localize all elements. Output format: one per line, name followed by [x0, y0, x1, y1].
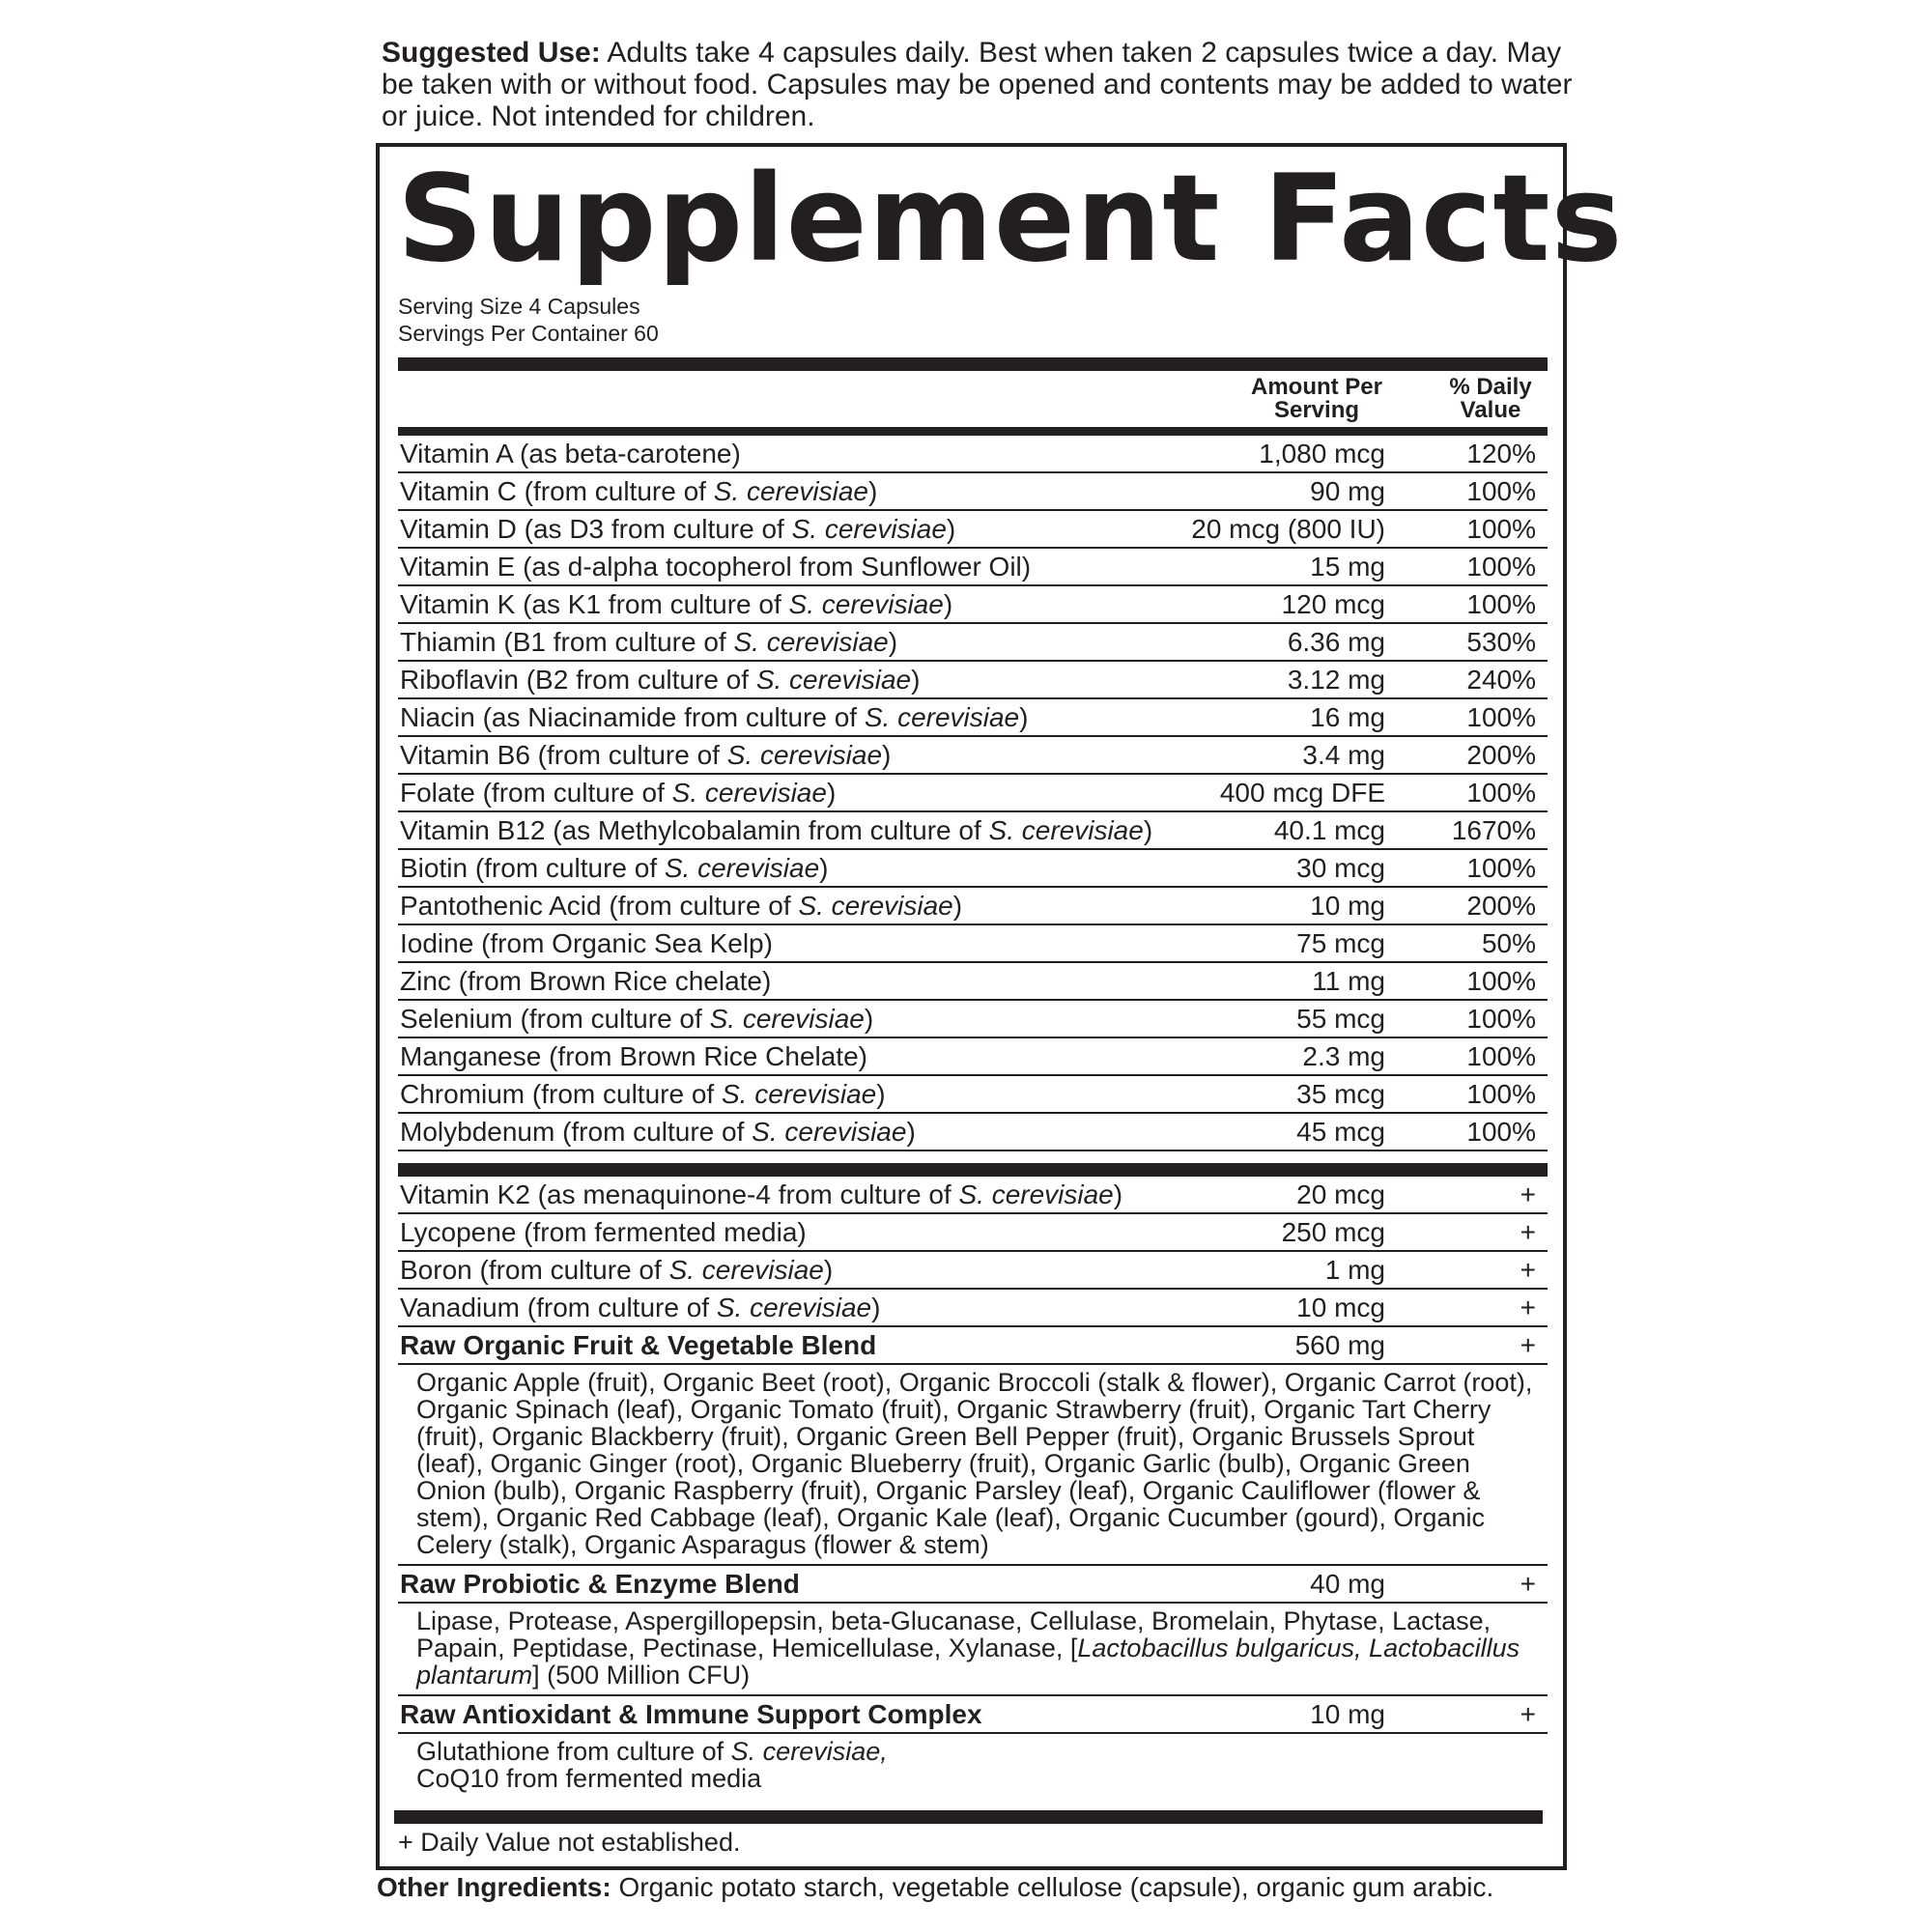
ingredient-text: Glutathione from culture of [416, 1737, 731, 1766]
nutrient-source-organism: S. cerevisiae [791, 514, 947, 544]
nutrient-source-organism: S. cerevisiae [733, 627, 889, 657]
nutrient-name-text: Pantothenic Acid (from culture of [400, 891, 799, 921]
nutrient-row [398, 1252, 1548, 1290]
supplement-facts-panel [376, 143, 1624, 1870]
nutrient-amount: 11 mg [1312, 966, 1385, 996]
nutrient-source-organism: S. cerevisiae [721, 1079, 877, 1109]
nutrient-name-text: Vitamin E (as d-alpha tocopherol from Sunflower Oil) [400, 552, 1032, 582]
nutrient-source-organism: S. cerevisiae [716, 1293, 872, 1322]
serving-info [398, 293, 659, 347]
nutrient-name [400, 440, 741, 469]
nutrient-row [398, 473, 1548, 511]
nutrient-daily-value: 100% [1466, 1041, 1536, 1071]
nutrient-row [398, 699, 1548, 737]
nutrient-row [398, 812, 1548, 850]
nutrient-name [400, 1180, 1122, 1209]
nutrient-name-text: Thiamin (B1 from culture of [400, 627, 734, 657]
nutrient-amount: 15 mg [1310, 552, 1385, 582]
nutrient-row [398, 662, 1548, 699]
nutrient-name [400, 1118, 916, 1147]
other-nutrient-table [398, 1177, 1548, 1798]
nutrient-daily-value: 1670% [1451, 815, 1536, 845]
header-daily-value: % Daily Value [1449, 374, 1532, 423]
nutrient-row [398, 1290, 1548, 1327]
nutrient-name-text: Molybdenum (from culture of [400, 1117, 753, 1147]
blend-ingredients [398, 1365, 1548, 1566]
nutrient-amount: 90 mg [1310, 476, 1385, 506]
nutrient-name: Raw Organic Fruit & Vegetable Blend [400, 1330, 877, 1360]
nutrient-row [398, 737, 1548, 775]
nutrient-amount: 1,080 mcg [1259, 439, 1385, 469]
nutrient-daily-value: + [1520, 1293, 1536, 1322]
thick-divider-top [398, 357, 1548, 371]
ingredient-organism: Lactobacillus bulgaricus, Lactobacillus plantarum [416, 1634, 1520, 1690]
nutrient-amount: 560 mg [1294, 1330, 1385, 1360]
nutrient-row [398, 775, 1548, 812]
nutrient-name [400, 1293, 880, 1322]
nutrient-amount: 6.36 mg [1287, 627, 1385, 657]
header-amount: Amount Per Serving [1250, 374, 1382, 423]
nutrient-source-organism: S. cerevisiae [864, 702, 1020, 732]
nutrient-daily-value: + [1520, 1217, 1536, 1247]
nutrient-amount: 3.4 mg [1302, 740, 1385, 770]
nutrient-name-suffix: ) [871, 1293, 881, 1322]
nutrient-amount: 2.3 mg [1302, 1041, 1385, 1071]
nutrient-daily-value: + [1520, 1179, 1536, 1209]
nutrient-daily-value: + [1520, 1699, 1536, 1729]
nutrient-name-suffix: ) [1143, 815, 1153, 845]
nutrient-name [400, 703, 1028, 732]
nutrient-name-text: Boron (from culture of [400, 1255, 669, 1285]
nutrient-daily-value: 100% [1466, 514, 1536, 544]
nutrient-amount: 10 mg [1310, 891, 1385, 921]
ingredient-text: Organic Apple (fruit), Organic Beet (root), Organic Broccoli (stalk & flower), Organic Carrot (root), Organic Spinach (leaf), Organic Tomato (fruit), Organic Strawberry (fruit), Organic Tart Cherry (fruit), Organic Blackberry (fruit), Organic Green Bell Pepper (fruit), Organic Brussels Sprout (leaf), Organic Ginger (root), Organic Blueberry (fruit), Organic Garlic (bulb), Organic Green Onion (bulb), Organic Raspberry (fruit), Organic Parsley (leaf), Organic Cauliflower (flower & stem), Organic Red Cabbage (leaf), Organic Kale (leaf), Organic Cucumber (gourd), Organic Celery (stalk), Organic Asparagus (flower & stem) [416, 1368, 1533, 1559]
nutrient-name [400, 1042, 867, 1071]
nutrient-row [398, 1001, 1548, 1038]
nutrient-daily-value: 100% [1466, 778, 1536, 808]
nutrient-row [398, 624, 1548, 662]
nutrient-row [398, 511, 1548, 549]
nutrient-name-text: Iodine (from Organic Sea Kelp) [400, 928, 773, 958]
nutrient-name-text: Vitamin K2 (as menaquinone-4 from culture of [400, 1179, 959, 1209]
other-ingredients-text: Organic potato starch, vegetable cellulose (capsule), organic gum arabic. [611, 1872, 1494, 1902]
nutrient-daily-value: 530% [1466, 627, 1536, 657]
nutrient-daily-value: 120% [1466, 439, 1536, 469]
nutrient-name [400, 854, 829, 883]
nutrient-name-suffix: ) [819, 853, 829, 883]
nutrient-name-text: Vitamin D (as D3 from culture of [400, 514, 792, 544]
servings-per-container: Servings Per Container 60 [398, 321, 659, 346]
suggested-use-label: Suggested Use: [382, 37, 601, 69]
nutrient-name-suffix: ) [823, 1255, 834, 1285]
nutrient-name-text: Selenium (from culture of [400, 1004, 710, 1034]
nutrient-daily-value: 100% [1466, 853, 1536, 883]
nutrient-name-suffix: ) [1019, 702, 1029, 732]
ingredient-organism: S. cerevisiae, [730, 1737, 888, 1766]
nutrient-name-text: Zinc (from Brown Rice chelate) [400, 966, 772, 996]
nutrient-name: Raw Antioxidant & Immune Support Complex [400, 1699, 982, 1729]
nutrient-amount: 40 mg [1310, 1569, 1385, 1599]
ingredient-suffix: ] (500 Million CFU) [532, 1661, 751, 1690]
nutrient-name [400, 816, 1152, 845]
nutrient-row [398, 549, 1548, 586]
blend-row [398, 1696, 1548, 1734]
nutrient-amount: 3.12 mg [1287, 665, 1385, 695]
nutrient-name [400, 666, 920, 695]
nutrient-name [400, 553, 1031, 582]
nutrient-name [400, 1080, 886, 1109]
nutrient-name-text: Lycopene (from fermented media) [400, 1217, 807, 1247]
nutrient-amount: 400 mcg DFE [1219, 778, 1385, 808]
nutrient-name-suffix: ) [906, 1117, 916, 1147]
nutrient-name-text: Chromium (from culture of [400, 1079, 722, 1109]
nutrient-source-organism: S. cerevisiae [755, 665, 912, 695]
blend-row [398, 1327, 1548, 1365]
nutrient-name [400, 515, 955, 544]
nutrient-daily-value: 240% [1466, 665, 1536, 695]
nutrient-amount: 45 mcg [1296, 1117, 1385, 1147]
nutrient-daily-value: 50% [1481, 928, 1536, 958]
nutrient-name-text: Manganese (from Brown Rice Chelate) [400, 1041, 867, 1071]
nutrient-amount: 10 mg [1310, 1699, 1385, 1729]
nutrient-amount: 10 mcg [1296, 1293, 1385, 1322]
blend-row [398, 1566, 1548, 1604]
blend-ingredients-line [416, 1738, 1538, 1765]
nutrient-name-text: Niacin (as Niacinamide from culture of [400, 702, 865, 732]
nutrient-source-organism: S. cerevisiae [752, 1117, 907, 1147]
nutrient-source-organism: S. cerevisiae [709, 1004, 865, 1034]
thick-divider-header [398, 427, 1548, 436]
suggested-use-text: Adults take 4 capsules daily. Best when taken 2 capsules twice a day. May be taken with or without food. Capsules may be opened and contents may be added to water or juice. Not intended for children. [382, 37, 1573, 132]
nutrient-daily-value: 100% [1466, 1079, 1536, 1109]
nutrient-name-suffix: ) [1113, 1179, 1123, 1209]
nutrient-row [398, 925, 1548, 963]
suggested-use [382, 37, 1579, 132]
nutrient-source-organism: S. cerevisiae [726, 740, 883, 770]
nutrient-daily-value: + [1520, 1569, 1536, 1599]
nutrient-daily-value: 100% [1466, 1004, 1536, 1034]
nutrient-row [398, 850, 1548, 888]
thick-divider-bottom [394, 1810, 1543, 1824]
nutrient-name-suffix: ) [826, 778, 837, 808]
nutrient-name-suffix: ) [876, 1079, 886, 1109]
nutrient-name [400, 590, 952, 619]
nutrient-daily-value: + [1520, 1330, 1536, 1360]
footnote: + Daily Value not established. [398, 1828, 741, 1857]
nutrient-name [400, 929, 773, 958]
nutrient-name-text: Vitamin C (from culture of [400, 476, 714, 506]
nutrient-source-organism: S. cerevisiae [671, 778, 827, 808]
nutrient-row [398, 436, 1548, 473]
nutrient-row [398, 1038, 1548, 1076]
nutrient-name [400, 1218, 807, 1247]
nutrient-name [400, 477, 877, 506]
nutrient-amount: 20 mcg [1296, 1179, 1385, 1209]
nutrient-name-suffix: ) [946, 514, 956, 544]
nutrient-row [398, 1114, 1548, 1151]
nutrient-name [400, 1256, 833, 1285]
nutrient-name [400, 779, 836, 808]
nutrient-daily-value: 100% [1466, 552, 1536, 582]
nutrient-name-suffix: ) [882, 740, 892, 770]
nutrient-amount: 40.1 mcg [1273, 815, 1385, 845]
nutrient-source-organism: S. cerevisiae [988, 815, 1144, 845]
other-ingredients [377, 1872, 1493, 1903]
nutrient-source-organism: S. cerevisiae [788, 589, 944, 619]
nutrient-daily-value: + [1520, 1255, 1536, 1285]
nutrient-source-organism: S. cerevisiae [668, 1255, 824, 1285]
nutrient-name-suffix: ) [911, 665, 921, 695]
nutrient-name-text: Vitamin B12 (as Methylcobalamin from culture of [400, 815, 989, 845]
blend-ingredients [398, 1604, 1548, 1696]
nutrient-daily-value: 100% [1466, 1117, 1536, 1147]
serving-size: Serving Size 4 Capsules [398, 294, 640, 319]
nutrient-row [398, 1177, 1548, 1214]
nutrient-daily-value: 200% [1466, 740, 1536, 770]
nutrient-name-text: Vanadium (from culture of [400, 1293, 717, 1322]
nutrient-name-text: Vitamin B6 (from culture of [400, 740, 727, 770]
nutrient-amount: 120 mcg [1281, 589, 1385, 619]
nutrient-name-suffix: ) [952, 891, 963, 921]
nutrient-name-text: Vitamin A (as beta-carotene) [400, 439, 741, 469]
nutrient-row [398, 963, 1548, 1001]
nutrient-amount: 55 mcg [1296, 1004, 1385, 1034]
nutrient-source-organism: S. cerevisiae [713, 476, 868, 506]
nutrient-source-organism: S. cerevisiae [958, 1179, 1114, 1209]
nutrient-row [398, 888, 1548, 925]
nutrient-source-organism: S. cerevisiae [798, 891, 953, 921]
nutrient-name [400, 1005, 873, 1034]
nutrient-name [400, 892, 962, 921]
nutrient-name-suffix: ) [888, 627, 898, 657]
blend-ingredients-line: CoQ10 from fermented media [416, 1764, 762, 1793]
nutrient-name [400, 741, 891, 770]
other-ingredients-label: Other Ingredients: [377, 1872, 611, 1902]
nutrient-name [400, 628, 897, 657]
nutrient-amount: 16 mg [1310, 702, 1385, 732]
nutrient-name: Raw Probiotic & Enzyme Blend [400, 1569, 800, 1599]
nutrient-table [398, 436, 1548, 1151]
nutrient-row [398, 1214, 1548, 1252]
nutrient-name-text: Folate (from culture of [400, 778, 672, 808]
nutrient-name [400, 967, 771, 996]
nutrient-row [398, 1076, 1548, 1114]
nutrient-row [398, 586, 1548, 624]
nutrient-daily-value: 100% [1466, 702, 1536, 732]
panel-title: Supplement Facts [397, 150, 1624, 289]
nutrient-amount: 35 mcg [1296, 1079, 1385, 1109]
thick-divider-middle [398, 1163, 1548, 1177]
nutrient-name-suffix: ) [868, 476, 878, 506]
nutrient-daily-value: 200% [1466, 891, 1536, 921]
nutrient-name-suffix: ) [864, 1004, 874, 1034]
nutrient-name-text: Riboflavin (B2 from culture of [400, 665, 756, 695]
blend-ingredients [398, 1734, 1548, 1798]
nutrient-name-suffix: ) [943, 589, 953, 619]
nutrient-amount: 30 mcg [1296, 853, 1385, 883]
nutrient-amount: 20 mcg (800 IU) [1191, 514, 1385, 544]
nutrient-name-text: Biotin (from culture of [400, 853, 665, 883]
nutrient-name-text: Vitamin K (as K1 from culture of [400, 589, 789, 619]
nutrient-daily-value: 100% [1466, 476, 1536, 506]
nutrient-source-organism: S. cerevisiae [664, 853, 820, 883]
nutrient-amount: 250 mcg [1281, 1217, 1385, 1247]
ingredient-text: Lipase, Protease, Aspergillopepsin, beta-Glucanase, Cellulase, Bromelain, Phytase, Lactase, Papain, Peptidase, Pectinase, Hemicellulase, Xylanase, [ [416, 1606, 1492, 1662]
nutrient-amount: 1 mg [1324, 1255, 1385, 1285]
nutrient-daily-value: 100% [1466, 589, 1536, 619]
nutrient-daily-value: 100% [1466, 966, 1536, 996]
nutrient-amount: 75 mcg [1296, 928, 1385, 958]
